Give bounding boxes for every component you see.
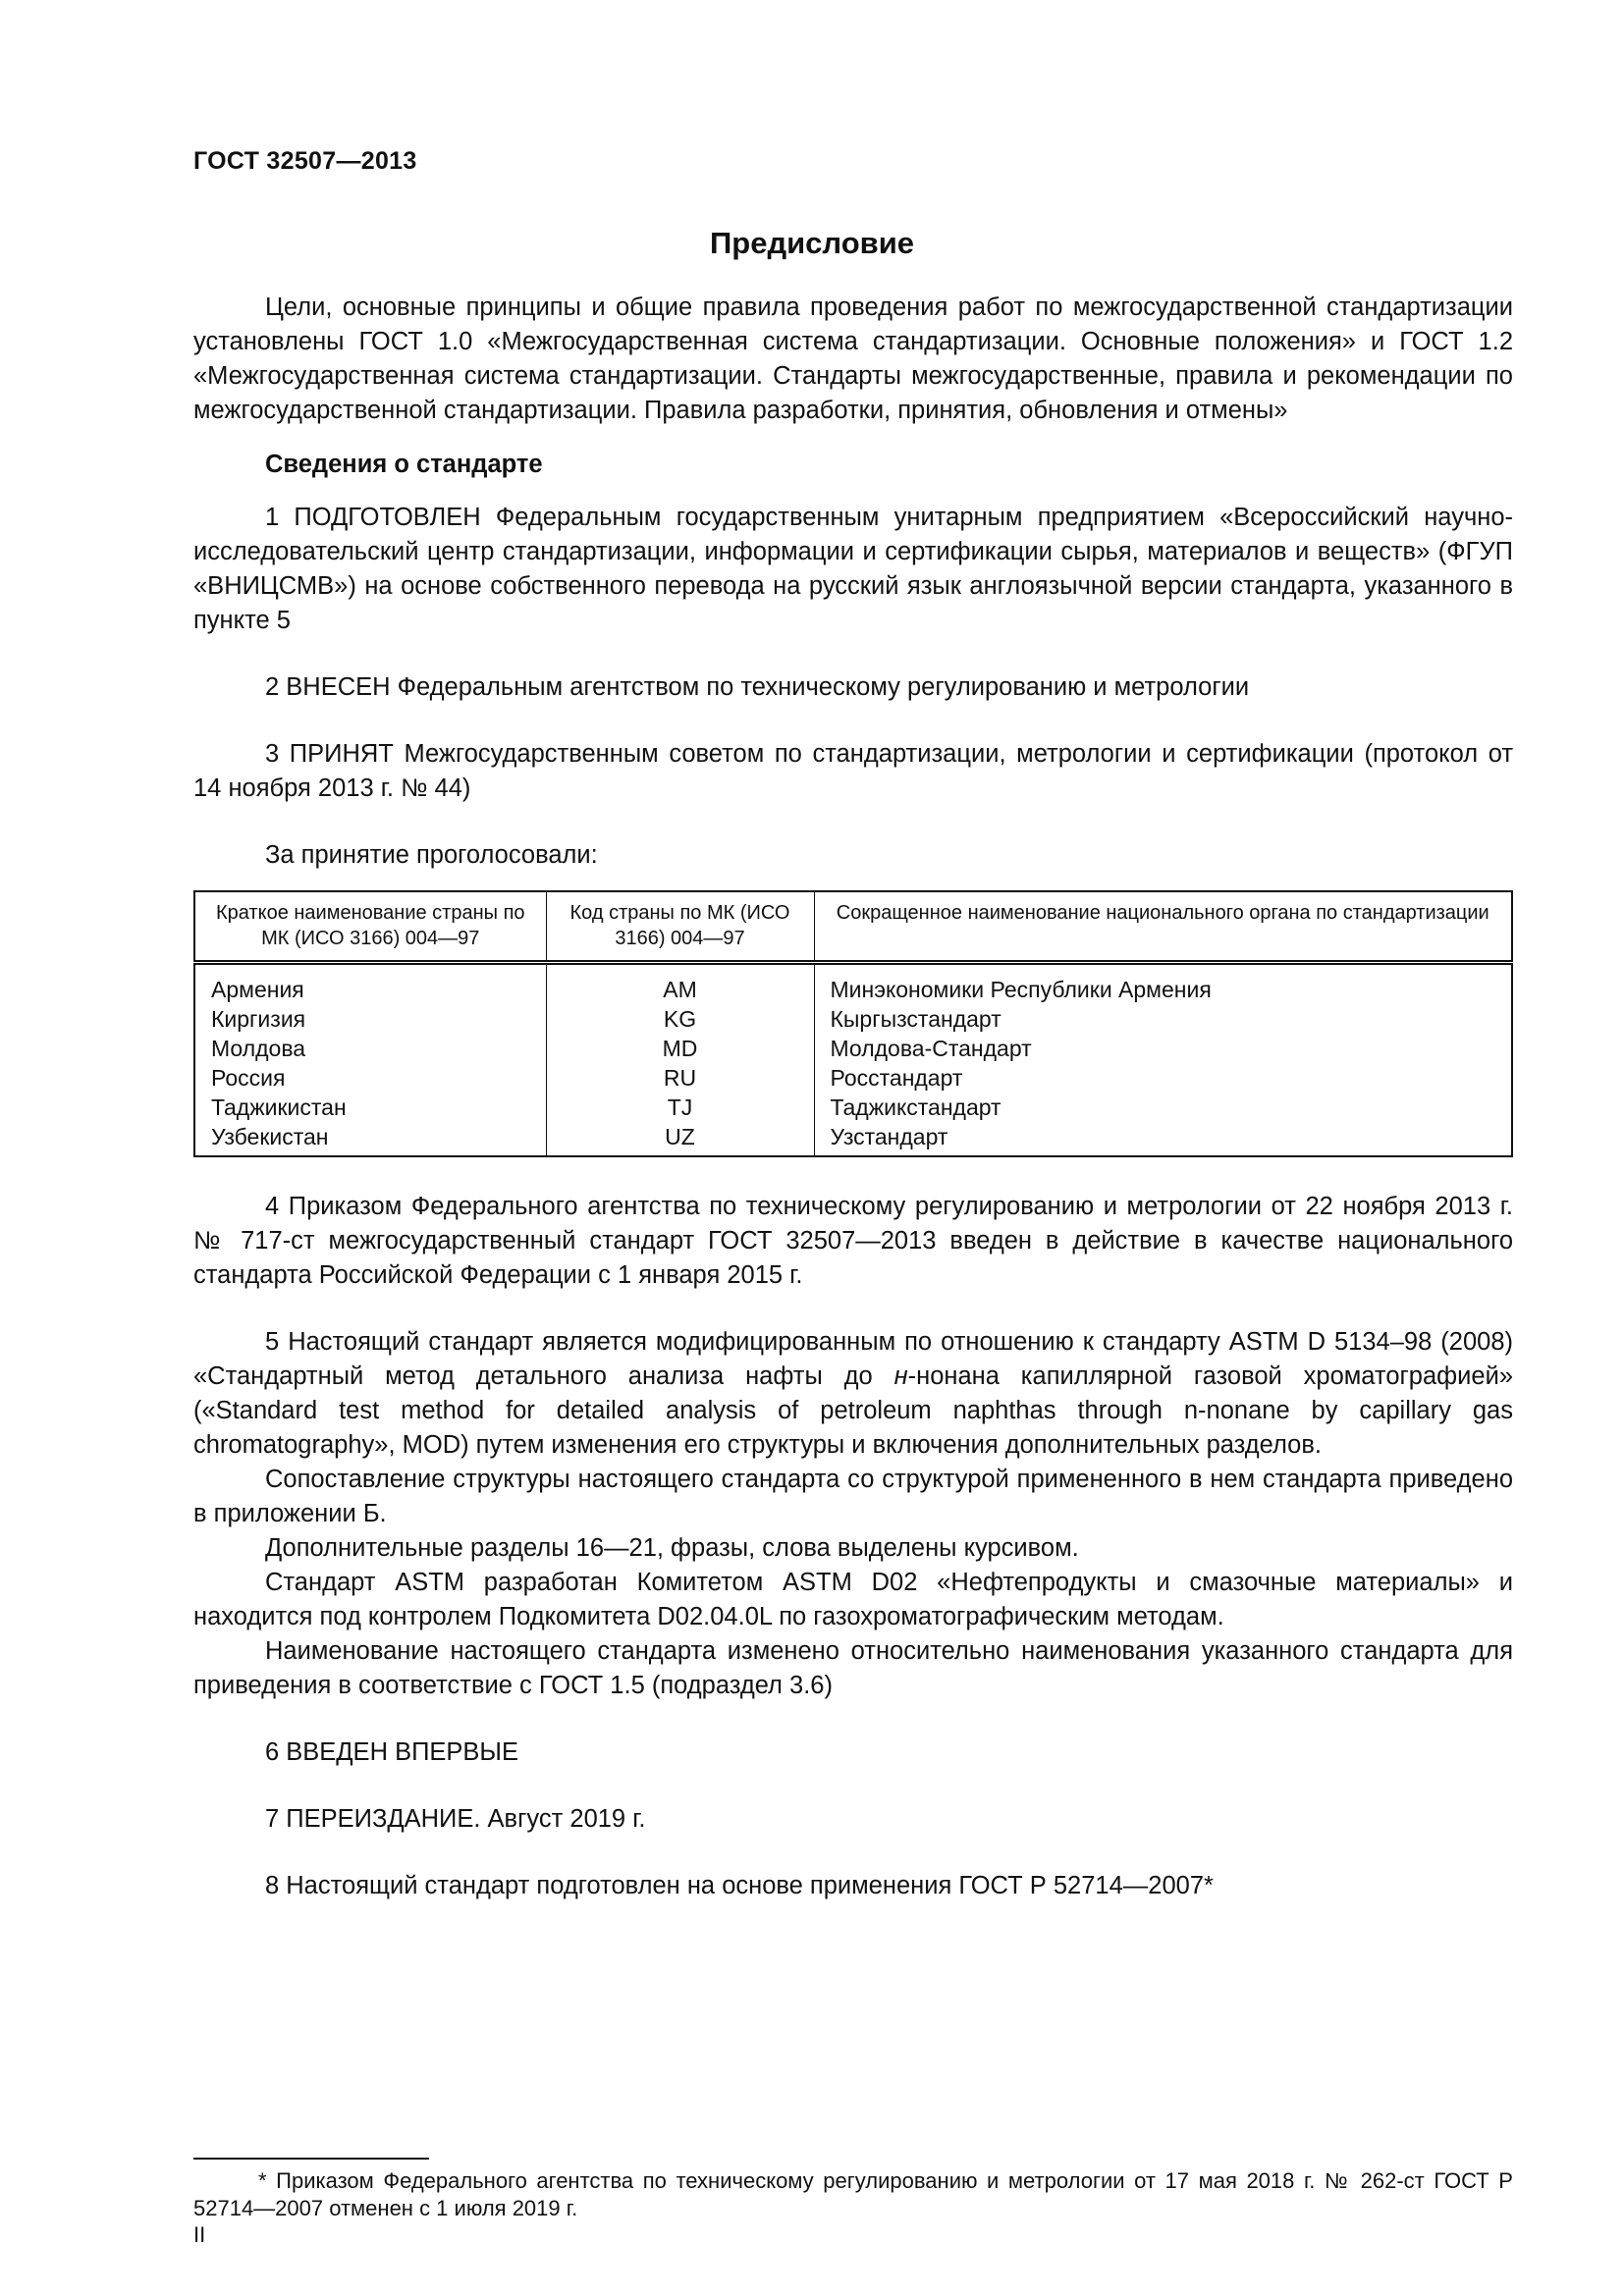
item-3-paragraph: 3 ПРИНЯТ Межгосударственным советом по стандартизации, метрологии и сертификации (протокол от 14 ноября 2013 г. № 44) [193, 740, 1513, 802]
item-5-italic-n: н [893, 1362, 908, 1390]
preface-body [193, 291, 1513, 1903]
item-5-name-paragraph: Наименование настоящего стандарта изменено относительно наименования указанного стандарта для приведения в соответствие с ГОСТ 1.5 (подраздел 3.6) [193, 1637, 1513, 1699]
country-cell: Узбекистан [194, 1122, 546, 1156]
code-cell: TJ [546, 1093, 814, 1122]
voting-table [193, 890, 1513, 1157]
item-7-paragraph: 7 ПЕРЕИЗДАНИЕ. Август 2019 г. [265, 1805, 646, 1833]
subheading: Сведения о стандарте [265, 451, 543, 478]
country-cell: Молдова [194, 1034, 546, 1063]
item-2-paragraph: 2 ВНЕСЕН Федеральным агентством по техническому регулированию и метрологии [265, 673, 1250, 701]
code-cell: RU [546, 1063, 814, 1093]
country-cell: Таджикистан [194, 1093, 546, 1122]
body-cell: Минэкономики Республики Армения [814, 963, 1512, 1005]
item-5-additional-paragraph: Дополнительные разделы 16—21, фразы, слова выделены курсивом. [265, 1534, 1079, 1562]
table-row [194, 1122, 1512, 1156]
page-title: Предисловие [709, 226, 914, 260]
item-1-paragraph: 1 ПОДГОТОВЛЕН Федеральным государственным унитарным предприятием «Всероссийский научно-исследовательский центр стандартизации, информации и сертификации сырья, материалов и веществ» (ФГУП «ВНИЦСМВ») на основе собственного перевода на русский язык англоязычной версии стандарта, указанного в пункте 5 [193, 504, 1513, 634]
code-cell: AM [546, 963, 814, 1005]
table-row [194, 1093, 1512, 1122]
intro-paragraph: Цели, основные принципы и общие правила проведения работ по межгосударственной стандартизации установлены ГОСТ 1.0 «Межгосударственная система стандартизации. Основные положения» и ГОСТ 1.2 «Межгосударственная система стандартизации. Стандарты межгосударственные, правила и рекомендации по межгосударственной стандартизации. Правила разработки, принятия, обновления и отмены» [193, 294, 1513, 424]
table-header-body: Сокращенное наименование национального органа по стандартизации [814, 891, 1512, 963]
table-header-row [194, 891, 1512, 963]
item-4-paragraph: 4 Приказом Федерального агентства по техническому регулированию и метрологии от 22 ноября 2013 г. № 717-ст межгосударственный стандарт ГОСТ 32507—2013 введен в действие в качестве национального стандарта Российской Федерации с 1 января 2015 г. [193, 1193, 1513, 1289]
country-cell: Киргизия [194, 1004, 546, 1034]
country-cell: Армения [194, 963, 546, 1005]
vote-intro: За принятие проголосовали: [265, 841, 598, 869]
country-cell: Россия [194, 1063, 546, 1093]
table-row [194, 1063, 1512, 1093]
standard-code-header: ГОСТ 32507—2013 [193, 147, 417, 175]
body-cell: Узстандарт [814, 1122, 1512, 1156]
table-header-code: Код страны по МК (ИСО 3166) 004—97 [546, 891, 814, 963]
item-5-astm-paragraph: Стандарт ASTM разработан Комитетом ASTM D02 «Нефтепродукты и смазочные материалы» и находится под контролем Подкомитета D02.04.0L по газохроматографическим методам. [193, 1569, 1513, 1630]
footnote [193, 2167, 1513, 2222]
code-cell: KG [546, 1004, 814, 1034]
item-8-paragraph: 8 Настоящий стандарт подготовлен на основе применения ГОСТ Р 52714—2007* [265, 1872, 1214, 1899]
body-cell: Таджикстандарт [814, 1093, 1512, 1122]
body-cell: Росстандарт [814, 1063, 1512, 1093]
table-row [194, 1004, 1512, 1034]
body-cell: Кыргызстандарт [814, 1004, 1512, 1034]
table-row [194, 963, 1512, 1005]
table-row [194, 1034, 1512, 1063]
footnote-text: * Приказом Федерального агентства по техническому регулированию и метрологии от 17 мая 2018 г. № 262-ст ГОСТ Р 52714—2007 отменен с 1 июля 2019 г. [193, 2168, 1513, 2220]
code-cell: UZ [546, 1122, 814, 1156]
footnote-divider [193, 2158, 429, 2160]
code-cell: MD [546, 1034, 814, 1063]
page-number: II [193, 2222, 206, 2247]
item-5-paragraph [193, 1325, 1513, 1463]
item-5-text-start: 5 Настоящий стандарт является модифицированным по отношению к стандарту ASTM D 5134–98 (2008) «Стандартный метод детального анализа нафты до [193, 1328, 1513, 1390]
item-5-text-end: -нонана капиллярной газовой хроматографией» («Standard test method for detailed analysis of petroleum naphthas through n-nonane by capillary gas chromatography», MOD) путем изменения его структуры и включения дополнительных разделов. [193, 1362, 1513, 1459]
table-header-country: Краткое наименование страны по МК (ИСО 3166) 004—97 [194, 891, 546, 963]
body-cell: Молдова-Стандарт [814, 1034, 1512, 1063]
item-6-paragraph: 6 ВВЕДЕН ВПЕРВЫЕ [265, 1738, 519, 1766]
item-5-structure-paragraph: Сопоставление структуры настоящего стандарта со структурой примененного в нем стандарта приведено в приложении Б. [193, 1466, 1513, 1527]
